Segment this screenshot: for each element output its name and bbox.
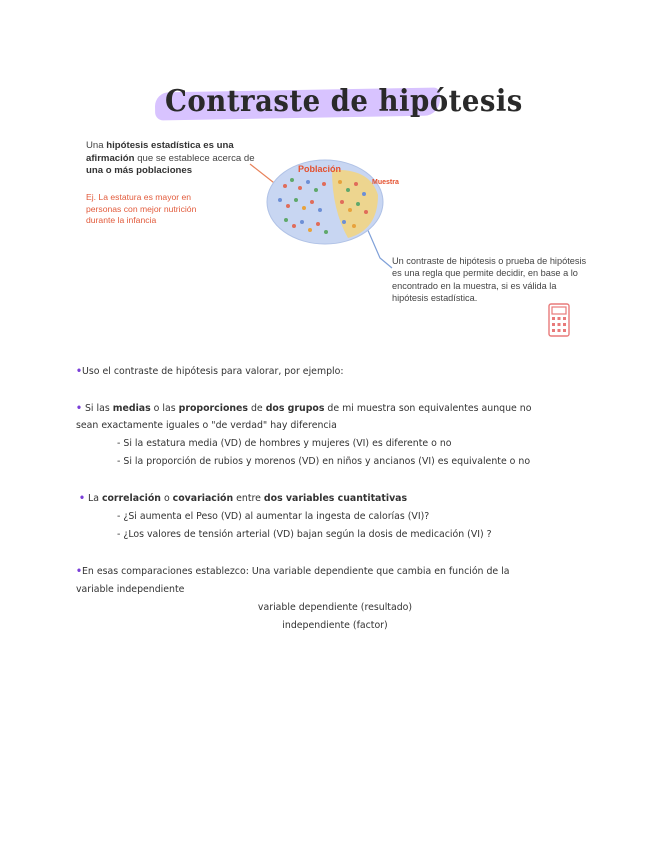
bullet-dot: • (76, 403, 82, 414)
note-3: • La correlación o covariación entre dos variables cuantitativas (79, 493, 408, 504)
bullet-dot: • (76, 366, 82, 377)
sample-label: Muestra (372, 179, 399, 186)
note-4-center2: independiente (factor) (282, 620, 388, 631)
hypothesis-definition: Una hipótesis estadística es una afirmación que se establece acerca de una o más poblaciones (86, 140, 255, 176)
note-2-line2: sean exactamente iguales o "de verdad" hay diferencia (76, 420, 337, 431)
bullet-dot: • (76, 566, 82, 577)
note-4-center1: variable dependiente (resultado) (257, 602, 413, 613)
bullet-dot: • (79, 493, 85, 504)
note-4: •En esas comparaciones establezco: Una variable dependiente que cambia en función de la (76, 566, 510, 577)
note-3-sub1: - ¿Si aumenta el Peso (VD) al aumentar la ingesta de calorías (VI)? (117, 511, 430, 522)
contrast-definition: Un contraste de hipótesis o prueba de hipótesis es una regla que permite decidir, en base a lo encontrado en la muestra, si es válida la hipótesis estadística. (392, 256, 587, 303)
note-1: •Uso el contraste de hipótesis para valorar, por ejemplo: (76, 366, 344, 377)
note-3-sub2: - ¿Los valores de tensión arterial (VD) bajan según la dosis de medicación (VI) ? (117, 529, 492, 540)
note-4-line2: variable independiente (76, 584, 185, 595)
hypothesis-example: Ej. La estatura es mayor en personas con mejor nutrición durante la infancia (86, 192, 197, 225)
page-title: Contraste de hipótesis (165, 84, 523, 119)
calculator-icon (548, 303, 570, 337)
note-2-sub1: - Si la estatura media (VD) de hombres y mujeres (VI) es diferente o no (117, 438, 452, 449)
note-2: • Si las medias o las proporciones de dos grupos de mi muestra son equivalentes aunque no (76, 403, 532, 414)
note-2-sub2: - Si la proporción de rubios y morenos (VD) en niños y ancianos (VI) es equivalente o no (117, 456, 531, 467)
population-label: Población (298, 164, 342, 174)
population-sample-diagram (220, 150, 420, 285)
